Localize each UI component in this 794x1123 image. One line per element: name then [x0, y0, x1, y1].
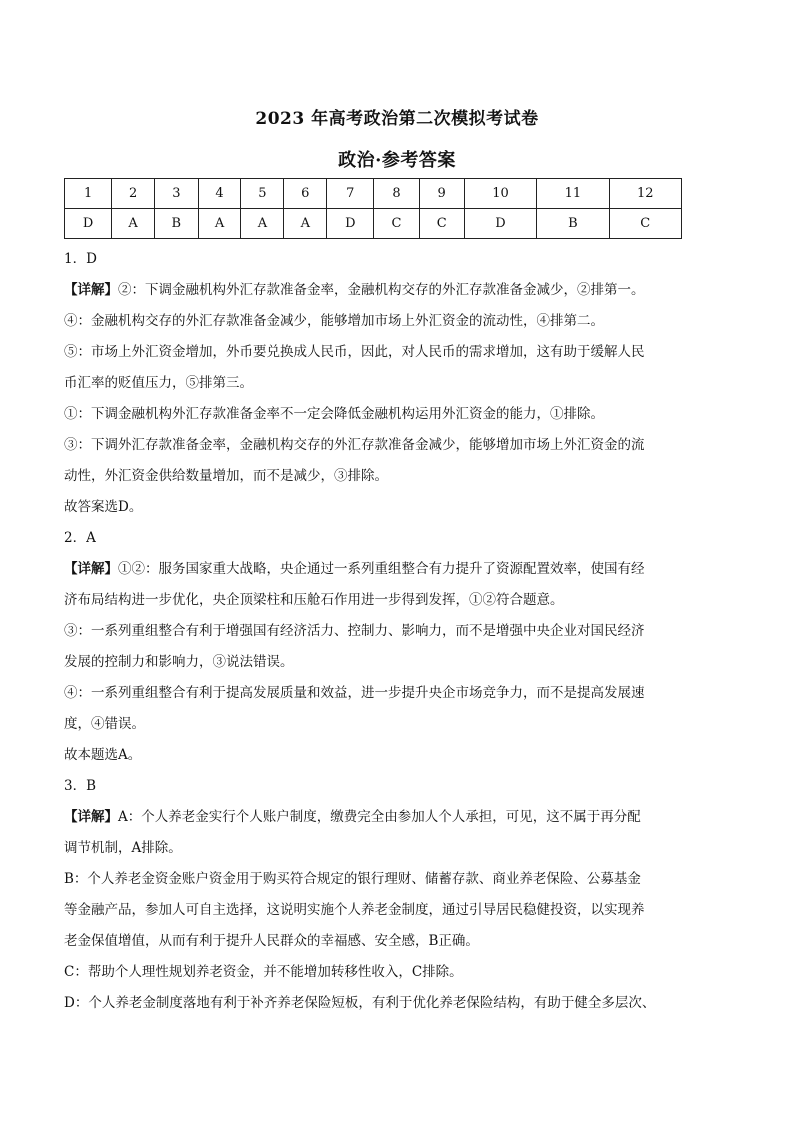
question-number-cell: 3: [155, 179, 199, 209]
explanation-line: [64, 802, 684, 833]
answer-cell: C: [609, 209, 681, 239]
explanation-line: 度，④错误。: [64, 716, 145, 732]
answer-cell: C: [374, 209, 419, 239]
explanation-line: ④：金融机构交存的外汇存款准备金减少，能够增加市场上外汇资金的流动性，④排第二。: [64, 313, 604, 329]
explanation-text: ①②：服务国家重大战略，央企通过一系列重组整合有力提升了资源配置效率，使国有经: [118, 561, 645, 577]
question-number-cell: 1: [65, 179, 112, 209]
answer-cell: D: [65, 209, 112, 239]
question-1-heading: 1．D: [64, 251, 97, 267]
explanation-line: [64, 554, 684, 585]
detail-tag: 【详解】: [64, 809, 118, 825]
explanation-line: 币汇率的贬值压力，⑤排第三。: [64, 375, 253, 391]
explanation-line: ④：一系列重组整合有利于提高发展质量和效益，进一步提升央企市场竞争力，而不是提高发展速: [64, 685, 645, 701]
question-number-cell: 9: [419, 179, 464, 209]
answer-cell: D: [327, 209, 374, 239]
question-2-heading: 2．A: [64, 530, 96, 546]
explanation-line: D：个人养老金制度落地有利于补齐养老保险短板，有利于优化养老保险结构，有助于健全多层次、: [64, 995, 656, 1011]
explanation-line: 发展的控制力和影响力，③说法错误。: [64, 654, 294, 670]
explanation-text: A：个人养老金实行个人账户制度，缴费完全由参加人个人承担，可见，这不属于再分配: [118, 809, 641, 825]
conclusion-line: 故本题选A。: [64, 747, 142, 763]
question-number-cell: 7: [327, 179, 374, 209]
conclusion-line: 故答案选D。: [64, 499, 143, 515]
explanation-line: 等金融产品，参加人可自主选择，这说明实施个人养老金制度，通过引导居民稳健投资，以实现养: [64, 902, 645, 918]
explanation-line: ③：下调外汇存款准备金率，金融机构交存的外汇存款准备金减少，能够增加市场上外汇资金的流: [64, 437, 645, 453]
explanation-line: ⑤：市场上外汇资金增加，外币要兑换成人民币，因此，对人民币的需求增加，这有助于缓解人民: [64, 344, 645, 360]
explanation-text: ②：下调金融机构外汇存款准备金率，金融机构交存的外汇存款准备金减少，②排第一。: [118, 282, 645, 298]
question-number-cell: 10: [464, 179, 536, 209]
question-number-cell: 6: [284, 179, 327, 209]
answer-cell: A: [198, 209, 241, 239]
question-number-cell: 5: [241, 179, 284, 209]
detail-tag: 【详解】: [64, 561, 118, 577]
answer-table: [64, 178, 682, 239]
page-title: 2023 年高考政治第二次模拟考试卷: [255, 109, 539, 129]
explanation-line: ①：下调金融机构外汇存款准备金率不一定会降低金融机构运用外汇资金的能力，①排除。: [64, 406, 604, 422]
question-number-cell: 2: [112, 179, 155, 209]
explanation-line: 老金保值增值，从而有利于提升人民群众的幸福感、安全感，B正确。: [64, 933, 479, 949]
answer-cell: B: [537, 209, 609, 239]
answer-cell: D: [464, 209, 536, 239]
explanation-line: [64, 275, 684, 306]
detail-tag: 【详解】: [64, 282, 118, 298]
question-number-cell: 4: [198, 179, 241, 209]
question-3-heading: 3．B: [64, 778, 97, 794]
explanation-line: B：个人养老金资金账户资金用于购买符合规定的银行理财、储蓄存款、商业养老保险、公募基金: [64, 871, 641, 887]
answer-table-number-row: [65, 179, 682, 209]
answer-cell: A: [241, 209, 284, 239]
page-subtitle: 政治·参考答案: [338, 150, 456, 171]
answer-cell: B: [155, 209, 199, 239]
explanation-line: C：帮助个人理性规划养老资金，并不能增加转移性收入，C排除。: [64, 964, 463, 980]
explanation-line: 动性，外汇资金供给数量增加，而不是减少，③排除。: [64, 468, 388, 484]
explanation-line: ③：一系列重组整合有利于增强国有经济活力、控制力、影响力，而不是增强中央企业对国民经济: [64, 623, 645, 639]
question-number-cell: 12: [609, 179, 681, 209]
answer-explanations: [64, 244, 684, 1019]
answer-cell: A: [284, 209, 327, 239]
explanation-line: 调节机制，A排除。: [64, 840, 182, 856]
explanation-line: 济布局结构进一步优化，央企顶梁柱和压舱石作用进一步得到发挥，①②符合题意。: [64, 592, 564, 608]
answer-cell: C: [419, 209, 464, 239]
answer-cell: A: [112, 209, 155, 239]
answer-table-answer-row: [65, 209, 682, 239]
question-number-cell: 11: [537, 179, 609, 209]
question-number-cell: 8: [374, 179, 419, 209]
